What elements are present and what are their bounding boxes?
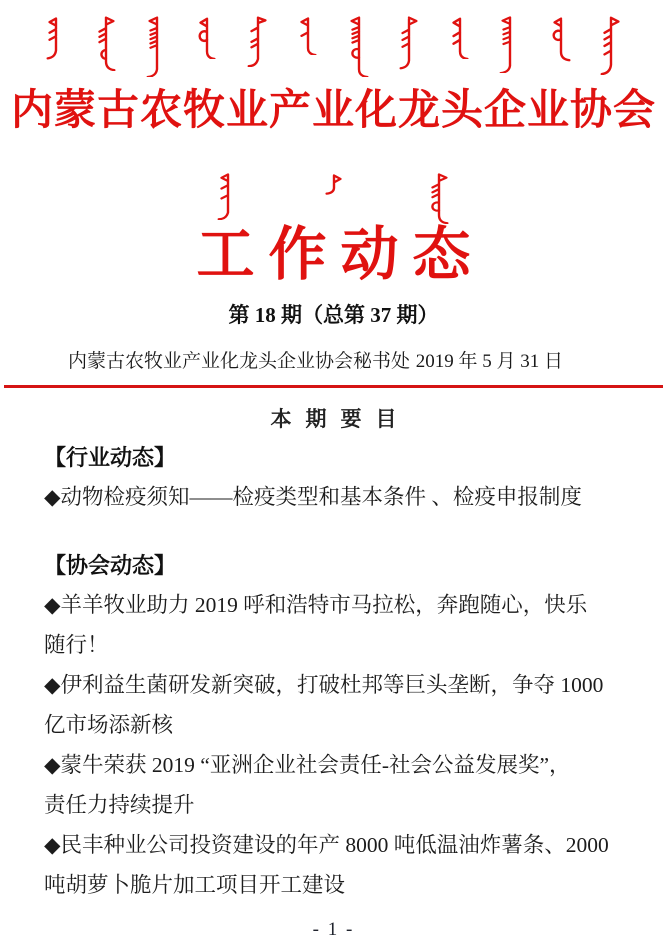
issue-number: 第 18 期（总第 37 期）	[228, 303, 439, 327]
section-label-association: 【协会动态】	[44, 553, 177, 578]
toc-item	[44, 745, 623, 825]
mongolian-word-icon	[195, 15, 219, 59]
publisher-name: 内蒙古农牧业产业化龙头企业协会秘书处	[68, 351, 411, 372]
mongolian-script-top-row	[44, 15, 623, 79]
mongolian-word-icon	[599, 15, 623, 75]
toc-item-line: 责任力持续提升	[44, 793, 195, 817]
mongolian-word-icon	[94, 15, 118, 71]
toc-item	[44, 585, 623, 665]
toc-section-association	[44, 553, 623, 905]
publication-date: 2019 年 5 月 31 日	[415, 351, 563, 372]
toc-item-line: ◆羊羊牧业助力 2019 呼和浩特市马拉松，奔跑随心，快乐	[44, 593, 588, 617]
toc-section-industry	[44, 445, 623, 517]
section-label-industry: 【行业动态】	[44, 445, 177, 470]
toc-item	[44, 477, 623, 517]
mongolian-script-mid-row	[216, 172, 451, 224]
toc-item-line: 随行！	[44, 633, 109, 657]
mongolian-word-icon	[216, 172, 240, 220]
mongolian-word-icon	[246, 15, 270, 67]
mongolian-word-icon	[322, 172, 346, 198]
toc-item	[44, 665, 623, 745]
mongolian-word-icon	[145, 15, 169, 77]
toc-items	[44, 585, 623, 905]
red-divider-rule	[4, 385, 663, 388]
mongolian-word-icon	[397, 15, 421, 70]
mongolian-word-icon	[498, 15, 522, 73]
page-number: - 1 -	[312, 919, 355, 940]
toc-item-line: ◆伊利益生菌研发新突破，打破杜邦等巨头垄断，争夺 1000	[44, 673, 604, 697]
mongolian-word-icon	[448, 15, 472, 59]
toc	[0, 445, 667, 905]
mongolian-word-icon	[427, 172, 451, 224]
bulletin-title: 工作动态	[196, 222, 485, 287]
toc-items	[44, 477, 623, 517]
toc-item-line: 亿市场添新核	[44, 713, 174, 737]
toc-item-line: ◆民丰种业公司投资建设的年产 8000 吨低温油炸薯条、2000	[44, 833, 609, 857]
mongolian-word-icon	[44, 15, 68, 61]
mongolian-word-icon	[549, 15, 573, 63]
toc-item-line: ◆动物检疫须知——检疫类型和基本条件 、检疫申报制度	[44, 485, 582, 509]
association-name-title: 内蒙古农牧业产业化龙头企业协会	[10, 88, 656, 134]
toc-item-line: ◆蒙牛荣获 2019 “亚洲企业社会责任-社会公益发展奖”，	[44, 753, 571, 777]
toc-title: 本期要目	[270, 408, 411, 431]
toc-item	[44, 825, 623, 905]
mongolian-word-icon	[347, 15, 371, 77]
publication-meta-row	[0, 350, 667, 374]
toc-item-line: 吨胡萝卜脆片加工项目开工建设	[44, 873, 346, 897]
mongolian-word-icon	[296, 15, 320, 55]
